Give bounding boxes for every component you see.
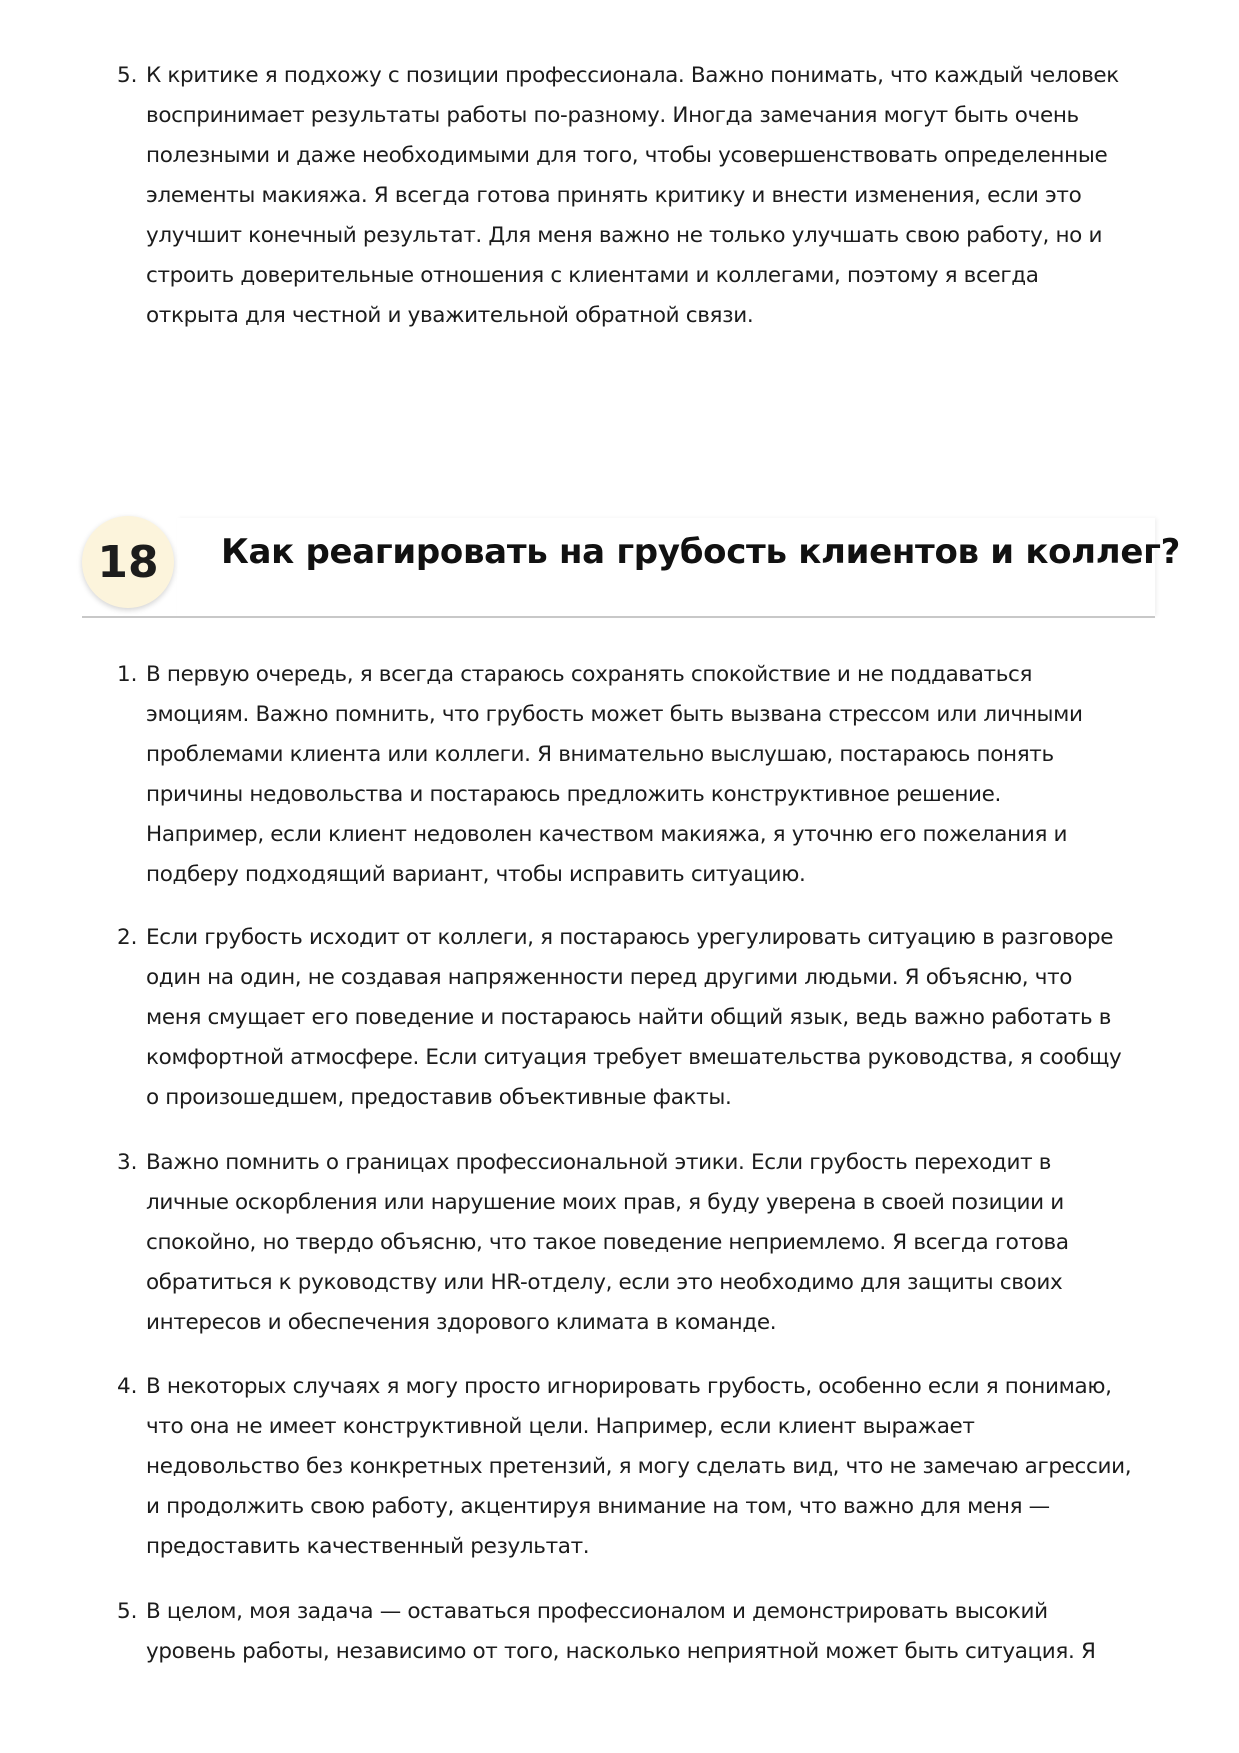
text-line: подберу подходящий вариант, чтобы исправить ситуацию. xyxy=(146,862,806,887)
text-line: интересов и обеспечения здорового климата в команде. xyxy=(146,1310,777,1335)
section-number-badge: 18 xyxy=(82,516,174,608)
text-line: обратиться к руководству или HR-отделу, если это необходимо для защиты своих xyxy=(146,1270,1063,1295)
heading-divider xyxy=(82,616,1155,618)
text-line: о произошедшем, предоставив объективные факты. xyxy=(146,1085,732,1110)
text-line: уровень работы, независимо от того, насколько неприятной может быть ситуация. Я xyxy=(146,1639,1096,1664)
list-item-number: 4. xyxy=(117,1374,138,1399)
list-item-number: 5. xyxy=(117,1599,138,1624)
text-line: Важно помнить о границах профессиональной этики. Если грубость переходит в xyxy=(146,1150,1052,1175)
text-line: спокойно, но твердо объясню, что такое поведение неприемлемо. Я всегда готова xyxy=(146,1230,1069,1255)
text-line: один на один, не создавая напряженности перед другими людьми. Я объясню, что xyxy=(146,965,1073,990)
list-item-text xyxy=(146,1143,1166,1343)
text-line: элементы макияжа. Я всегда готова принять критику и внести изменения, если это xyxy=(146,183,1082,208)
text-line: эмоциям. Важно помнить, что грубость может быть вызвана стрессом или личными xyxy=(146,702,1083,727)
text-line: полезными и даже необходимыми для того, чтобы усовершенствовать определенные xyxy=(146,143,1108,168)
list-item-number: 1. xyxy=(117,662,138,687)
text-line: комфортной атмосфере. Если ситуация требует вмешательства руководства, я сообщу xyxy=(146,1045,1122,1070)
list-item-number: 5. xyxy=(117,63,138,88)
text-line: В первую очередь, я всегда стараюсь сохранять спокойствие и не поддаваться xyxy=(146,662,1033,687)
text-line: меня смущает его поведение и постараюсь найти общий язык, ведь важно работать в xyxy=(146,1005,1112,1030)
list-item-text xyxy=(146,1592,1166,1672)
text-line: недовольство без конкретных претензий, я могу сделать вид, что не замечаю агрессии, xyxy=(146,1454,1132,1479)
list-item-text xyxy=(146,655,1166,895)
text-line: предоставить качественный результат. xyxy=(146,1534,590,1559)
text-line: строить доверительные отношения с клиентами и коллегами, поэтому я всегда xyxy=(146,263,1039,288)
text-line: В некоторых случаях я могу просто игнорировать грубость, особенно если я понимаю, xyxy=(146,1374,1112,1399)
text-line: причины недовольства и постараюсь предложить конструктивное решение. xyxy=(146,782,1002,807)
text-line: К критике я подхожу с позиции профессионала. Важно понимать, что каждый человек xyxy=(146,63,1119,88)
text-line: открыта для честной и уважительной обратной связи. xyxy=(146,303,754,328)
list-item-text xyxy=(146,1367,1166,1567)
section-title: Как реагировать на грубость клиентов и коллег? xyxy=(221,532,1181,572)
text-line: что она не имеет конструктивной цели. Например, если клиент выражает xyxy=(146,1414,975,1439)
text-line: Если грубость исходит от коллеги, я постараюсь урегулировать ситуацию в разговоре xyxy=(146,925,1114,950)
text-line: Например, если клиент недоволен качеством макияжа, я уточню его пожелания и xyxy=(146,822,1068,847)
list-item-number: 3. xyxy=(117,1150,138,1175)
text-line: личные оскорбления или нарушение моих прав, я буду уверена в своей позиции и xyxy=(146,1190,1064,1215)
text-line: В целом, моя задача — оставаться профессионалом и демонстрировать высокий xyxy=(146,1599,1048,1624)
list-item-text xyxy=(146,918,1166,1118)
text-line: проблемами клиента или коллеги. Я внимательно выслушаю, постараюсь понять xyxy=(146,742,1054,767)
text-line: улучшит конечный результат. Для меня важно не только улучшать свою работу, но и xyxy=(146,223,1103,248)
section-heading xyxy=(82,516,1181,618)
list-item-number: 2. xyxy=(117,925,138,950)
text-line: и продолжить свою работу, акцентируя внимание на том, что важно для меня — xyxy=(146,1494,1050,1519)
list-item-text xyxy=(146,56,1166,336)
text-line: воспринимает результаты работы по-разному. Иногда замечания могут быть очень xyxy=(146,103,1079,128)
